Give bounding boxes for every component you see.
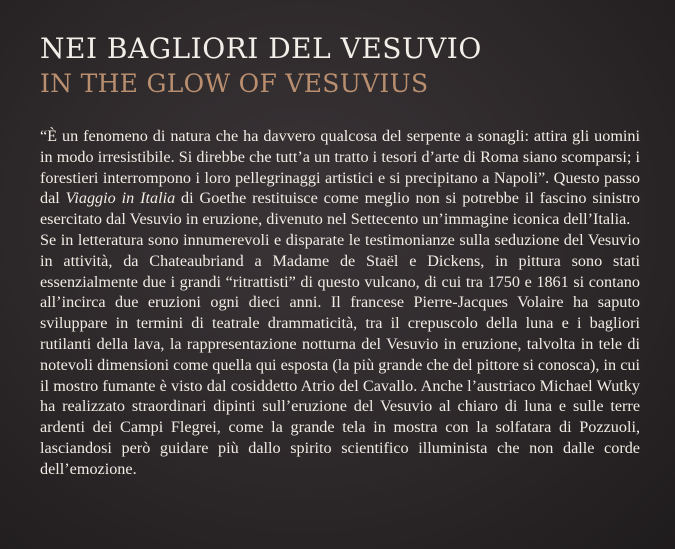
paragraph-1-text-end: di Goethe restituisce come meglio non si potrebbe il fascino sinistro esercitato dal Vesuvio in eruzione, divenuto nel Settecento un’immagine iconica dell’Italia. xyxy=(40,189,641,229)
panel-subtitle-english: IN THE GLOW OF VESUVIUS xyxy=(40,69,429,98)
panel-title: NEI BAGLIORI DEL VESUVIO xyxy=(40,32,482,65)
paragraph-1-text-start: “È un fenomeno di natura che ha davvero qualcosa del serpente a sonagli: attira gli uomini in modo irresistibile. Si direbbe che tutt’a un tratto i tesori d’arte di Roma siano scomparsi; i forestieri interrompono i loro pellegrinaggi artistici e si precipitano a Napoli”. Questo passo dal xyxy=(40,127,640,208)
paragraph-goethe-quote xyxy=(40,126,640,230)
book-title-italic: Viaggio in Italia xyxy=(65,189,176,208)
panel-body-text xyxy=(40,126,640,480)
paragraph-painters: Se in letteratura sono innumerevoli e disparate le testimonianze sulla seduzione del Vesuvio in attività, da Chateaubriand a Madame de Staël e Dickens, in pittura sono stati essenzialmente due i grandi “ritrattisti” di questo vulcano, di cui tra 1750 e 1861 si contano all’incirca due eruzioni ogni dieci anni. Il francese Pierre-Jacques Volaire ha saputo sviluppare in termini di teatrale drammaticità, tra il crepuscolo della luna e i bagliori rutilanti della lava, la rappresentazione notturna del Vesuvio in eruzione, talvolta in tele di notevoli dimensioni come quella qui esposta (la più grande che del pittore si conosca), in cui il mostro fumante è visto dal cosiddetto Atrio del Cavallo. Anche l’austriaco Michael Wutky ha realizzato straordinari dipinti sull’eruzione del Vesuvio al chiaro di luna e sulle terre ardenti dei Campi Flegrei, come la grande tela in mostra con la solfatara di Pozzuoli, lasciandosi però guidare più dallo spirito scientifico illuminista che non dalle corde dell’emozione. xyxy=(40,230,640,478)
